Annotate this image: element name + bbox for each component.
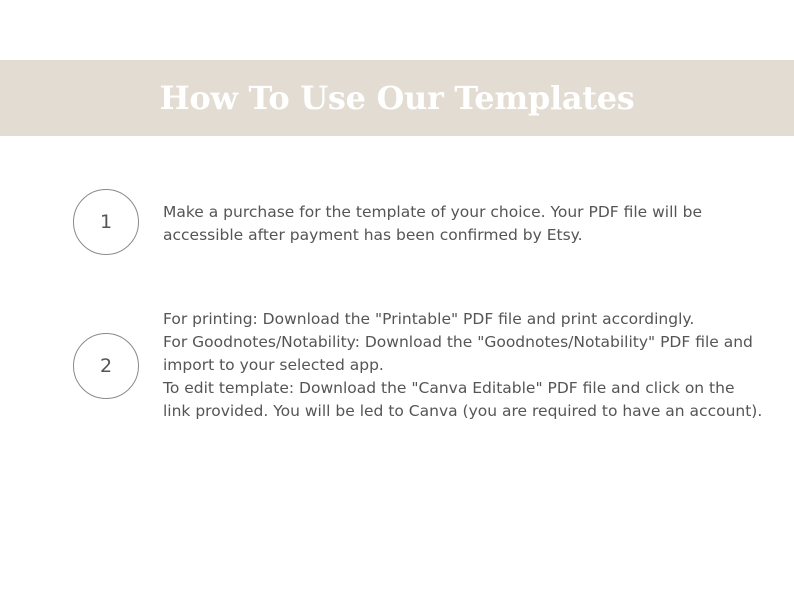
header-banner: [0, 60, 794, 136]
step-2-line-printing: For printing: Download the "Printable" PDF file and print accordingly.: [163, 310, 695, 328]
step-2-line-edit: To edit template: Download the "Canva Editable" PDF file and click on the link provided. You will be led to Canva (you are required to have an account).: [163, 379, 763, 420]
step-1-number-circle: 1: [73, 189, 139, 255]
page-title: How To Use Our Templates: [159, 79, 635, 117]
step-2-text: [163, 308, 763, 423]
step-1-text: [163, 201, 763, 247]
step-2-line-goodnotes: For Goodnotes/Notability: Download the "Goodnotes/Notability" PDF file and import to your selected app.: [163, 333, 753, 374]
step-2-number-circle: 2: [73, 333, 139, 399]
step-1-line-1: Make a purchase for the template of your choice. Your PDF file will be accessible after payment has been confirmed by Etsy.: [163, 203, 703, 244]
